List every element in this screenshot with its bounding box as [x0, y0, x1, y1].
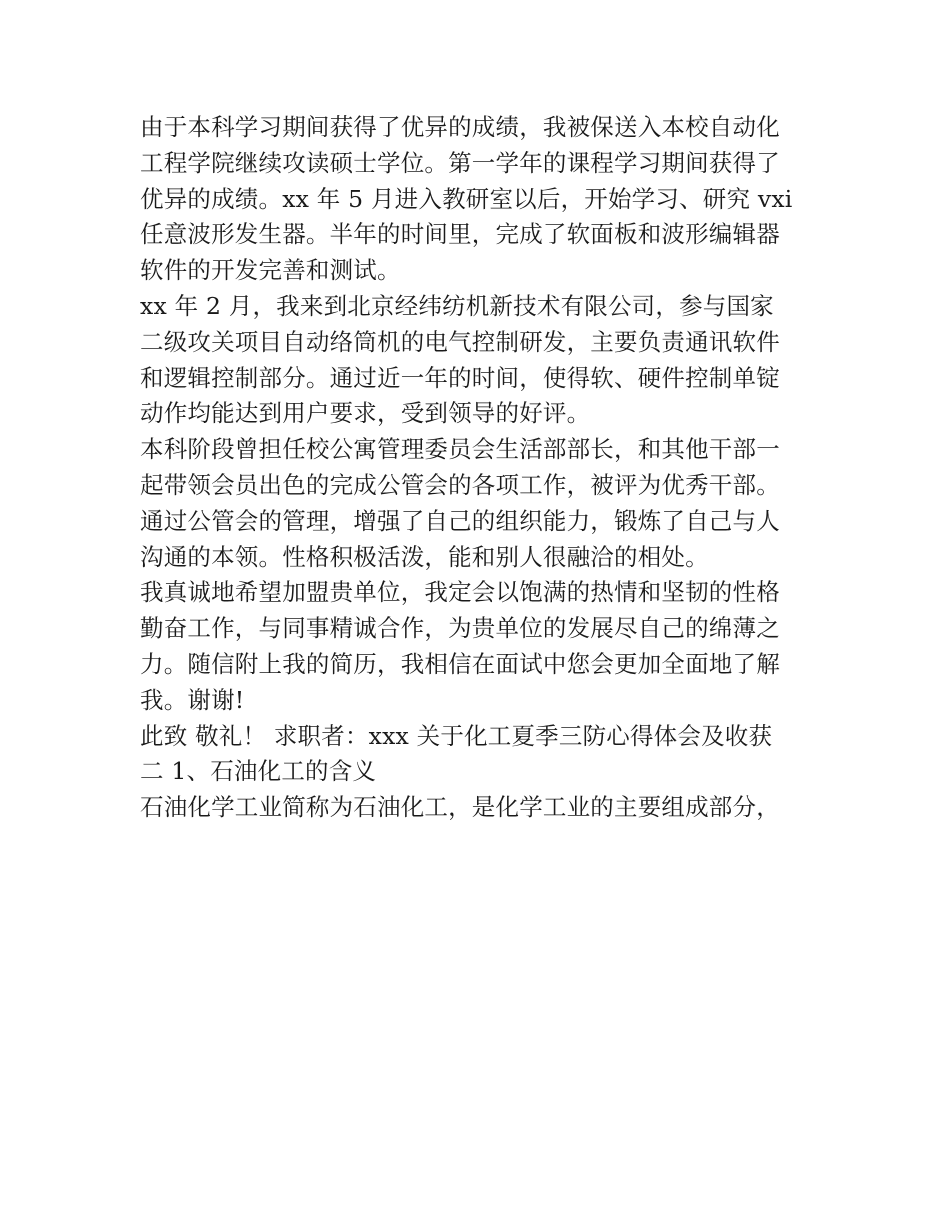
text-line-5: 软件的开发完善和测试。: [140, 256, 401, 285]
text-line-6: xx 年 2 月，我来到北京经纬纺机新技术有限公司，参与国家: [140, 291, 774, 320]
text-line-15: 勤奋工作，与同事精诚合作，为贵单位的发展尽自己的绵薄之: [140, 614, 780, 643]
text-line-10: 本科阶段曾担任校公寓管理委员会生活部部长，和其他干部一: [140, 435, 780, 464]
text-line-2: 工程学院继续攻读硕士学位。第一学年的课程学习期间获得了: [140, 148, 780, 177]
text-line-8: 和逻辑控制部分。通过近一年的时间，使得软、硬件控制单锭: [140, 363, 780, 392]
text-line-12: 通过公管会的管理，增强了自己的组织能力，锻炼了自己与人: [140, 506, 780, 535]
text-line-20: 石油化学工业简称为石油化工，是化学工业的主要组成部分，: [140, 793, 780, 822]
text-line-13: 沟通的本领。性格积极活泼，能和别人很融洽的相处。: [140, 542, 709, 571]
text-line-11: 起带领会员出色的完成公管会的各项工作，被评为优秀干部。: [140, 470, 780, 499]
text-line-1: 由于本科学习期间获得了优异的成绩，我被保送入本校自动化: [140, 113, 780, 141]
text-line-9: 动作均能达到用户要求，受到领导的好评。: [140, 399, 591, 428]
text-line-19: 二 1、石油化工的含义: [140, 757, 377, 786]
document-body: [140, 110, 830, 826]
text-line-4: 任意波形发生器。半年的时间里，完成了软面板和波形编辑器: [140, 220, 780, 249]
text-line-17: 我。谢谢!: [140, 685, 245, 714]
text-line-18: 此致 敬礼！ 求职者：xxx 关于化工夏季三防心得体会及收获: [140, 721, 773, 750]
text-line-14: 我真诚地希望加盟贵单位，我定会以饱满的热情和坚韧的性格: [140, 578, 780, 607]
text-line-7: 二级攻关项目自动络筒机的电气控制研发，主要负责通讯软件: [140, 327, 780, 356]
text-line-3: 优异的成绩。xx 年 5 月进入教研室以后，开始学习、研究 vxi: [140, 184, 793, 213]
text-line-16: 力。随信附上我的简历，我相信在面试中您会更加全面地了解: [140, 649, 780, 678]
